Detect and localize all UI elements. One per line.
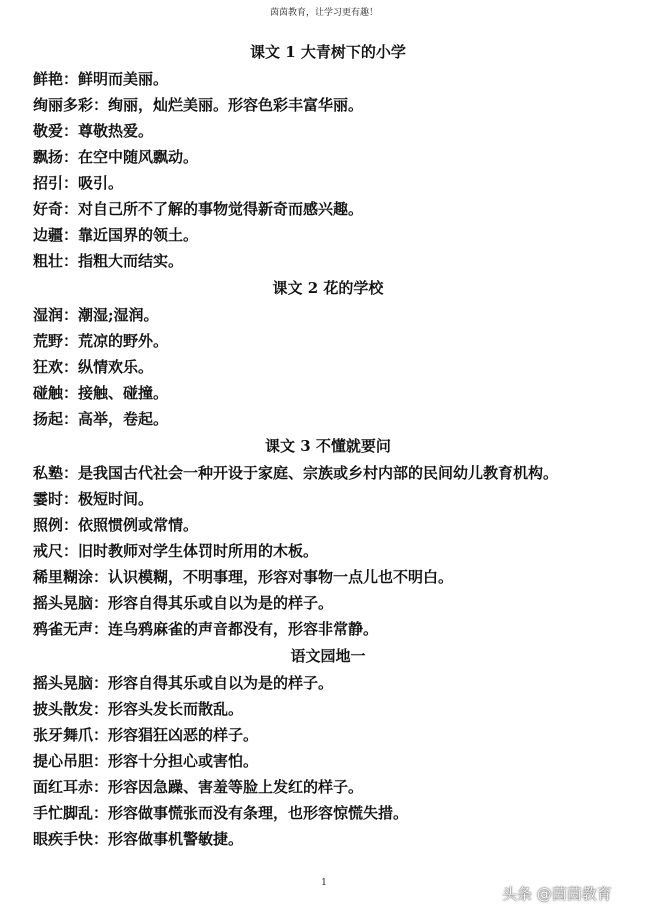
vocab-definition: 形容自得其乐或自以为是的样子。	[108, 594, 334, 612]
vocab-entry	[33, 748, 623, 774]
vocab-definition: 高举，卷起。	[78, 410, 169, 428]
vocab-entry	[33, 774, 623, 800]
vocab-term: 招引：	[33, 174, 79, 192]
vocab-definition: 依照惯例或常情。	[78, 516, 199, 534]
vocab-entry	[33, 328, 623, 354]
vocab-term: 荒野：	[33, 332, 79, 350]
vocab-term: 湿润：	[33, 306, 79, 324]
vocab-definition: 形容因急躁、害羞等脸上发红的样子。	[108, 778, 364, 796]
vocab-term: 面红耳赤：	[33, 778, 109, 796]
vocab-entry	[33, 590, 623, 616]
vocab-entry	[33, 512, 623, 538]
vocab-entry	[33, 248, 623, 274]
vocab-term: 飘扬：	[33, 148, 79, 166]
vocab-definition: 形容十分担心或害怕。	[108, 752, 259, 770]
vocab-definition: 荒凉的野外。	[78, 332, 169, 350]
vocab-definition: 形容做事慌张而没有条理，也形容惊慌失措。	[108, 804, 409, 822]
vocab-term: 稀里糊涂：	[33, 568, 109, 586]
vocab-term: 张牙舞爪：	[33, 726, 109, 744]
vocab-term: 粗壮：	[33, 252, 79, 270]
vocab-term: 摇头晃脑：	[33, 594, 109, 612]
vocab-entry	[33, 66, 623, 92]
vocab-entry	[33, 722, 623, 748]
watermark: 头条 @茵茵教育	[502, 885, 612, 903]
vocab-term: 眼疾手快：	[33, 830, 109, 848]
section-title: 课文 2 花的学校	[272, 279, 384, 297]
vocab-definition: 旧时教师对学生体罚时所用的木板。	[78, 542, 319, 560]
vocab-definition: 潮湿;湿润。	[78, 306, 159, 324]
vocab-term: 狂欢：	[33, 358, 79, 376]
section-title: 课文 1 大青树下的小学	[250, 43, 406, 61]
section-lesson-3	[33, 432, 623, 642]
vocab-definition: 对自己所不了解的事物觉得新奇而感兴趣。	[78, 200, 364, 218]
vocab-definition: 吸引。	[78, 174, 124, 192]
vocab-term: 边疆：	[33, 226, 79, 244]
vocab-entry	[33, 826, 623, 852]
vocab-term: 霎时：	[33, 490, 79, 508]
vocab-entry	[33, 616, 623, 642]
vocab-entry	[33, 222, 623, 248]
vocab-definition: 纵情欢乐。	[78, 358, 154, 376]
vocab-term: 好奇：	[33, 200, 79, 218]
page-header: 茵茵教育，让学习更有趣！	[269, 8, 378, 18]
vocab-definition: 是我国古代社会一种开设于家庭、宗族或乡村内部的民间幼儿教育机构。	[78, 464, 559, 482]
vocab-entry	[33, 406, 623, 432]
vocab-definition: 形容做事机警敏捷。	[108, 830, 244, 848]
vocab-entry	[33, 170, 623, 196]
vocab-term: 戒尺：	[33, 542, 79, 560]
vocab-entry	[33, 118, 623, 144]
vocab-definition: 形容头发长而散乱。	[108, 700, 244, 718]
vocab-term: 照例：	[33, 516, 79, 534]
vocab-entry	[33, 144, 623, 170]
vocab-definition: 鲜明而美丽。	[78, 70, 169, 88]
vocab-term: 鲜艳：	[33, 70, 79, 88]
vocab-definition: 极短时间。	[78, 490, 154, 508]
vocab-term: 私塾：	[33, 464, 79, 482]
vocab-entry	[33, 92, 623, 118]
vocab-entry	[33, 800, 623, 826]
vocab-definition: 靠近国界的领土。	[78, 226, 199, 244]
vocab-term: 敬爱：	[33, 122, 79, 140]
vocab-term: 披头散发：	[33, 700, 109, 718]
document-body	[33, 38, 623, 852]
section-title: 语文园地一	[290, 647, 366, 665]
section-language-garden-1	[33, 642, 623, 852]
vocab-definition: 连乌鸦麻雀的声音都没有，形容非常静。	[108, 620, 379, 638]
vocab-definition: 形容猖狂凶恶的样子。	[108, 726, 259, 744]
section-lesson-2	[33, 274, 623, 432]
vocab-definition: 尊敬热爱。	[78, 122, 154, 140]
vocab-entry	[33, 302, 623, 328]
vocab-term: 绚丽多彩：	[33, 96, 109, 114]
vocab-definition: 接触、碰撞。	[78, 384, 169, 402]
vocab-entry	[33, 564, 623, 590]
vocab-definition: 指粗大而结实。	[78, 252, 184, 270]
vocab-term: 碰触：	[33, 384, 79, 402]
vocab-entry	[33, 538, 623, 564]
vocab-definition: 认识模糊，不明事理，形容对事物一点儿也不明白。	[108, 568, 454, 586]
vocab-entry	[33, 380, 623, 406]
section-lesson-1	[33, 38, 623, 274]
vocab-term: 摇头晃脑：	[33, 674, 109, 692]
vocab-definition: 形容自得其乐或自以为是的样子。	[108, 674, 334, 692]
vocab-term: 手忙脚乱：	[33, 804, 109, 822]
vocab-term: 鸦雀无声：	[33, 620, 109, 638]
vocab-term: 扬起：	[33, 410, 79, 428]
vocab-entry	[33, 354, 623, 380]
page-number: 1	[321, 878, 327, 888]
vocab-entry	[33, 670, 623, 696]
section-title: 课文 3 不懂就要问	[265, 437, 391, 455]
vocab-term: 提心吊胆：	[33, 752, 109, 770]
vocab-entry	[33, 486, 623, 512]
vocab-entry	[33, 696, 623, 722]
vocab-entry	[33, 460, 623, 486]
vocab-entry	[33, 196, 623, 222]
vocab-definition: 在空中随风飘动。	[78, 148, 199, 166]
vocab-definition: 绚丽，灿烂美丽。形容色彩丰富华丽。	[108, 96, 364, 114]
